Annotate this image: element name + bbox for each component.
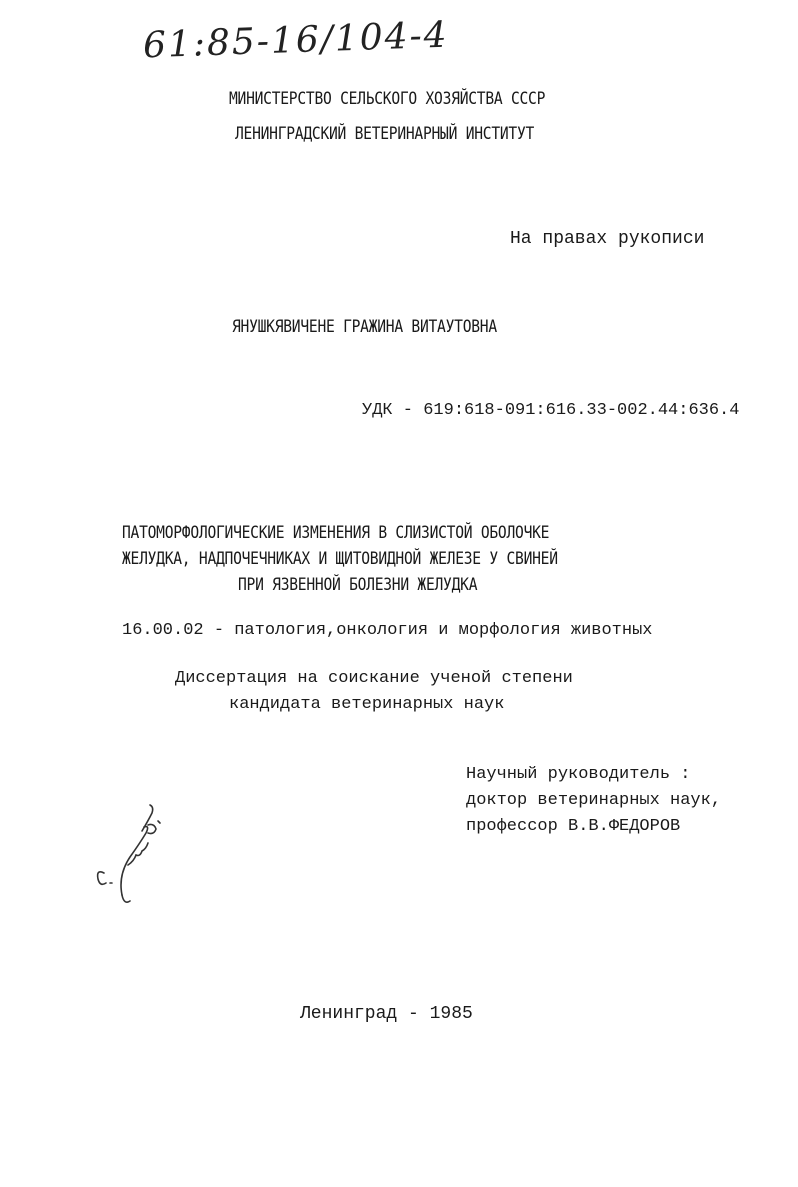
ministry-heading: МИНИСТЕРСТВО СЕЛЬСКОГО ХОЗЯЙСТВА СССР [229, 89, 546, 109]
institute-heading: ЛЕНИНГРАДСКИЙ ВЕТЕРИНАРНЫЙ ИНСТИТУТ [235, 124, 535, 144]
dissertation-line-1: Диссертация на соискание ученой степени [175, 669, 573, 688]
supervisor-line-1: Научный руководитель : [466, 765, 691, 784]
supervisor-line-2: доктор ветеринарных наук, [466, 791, 722, 810]
udc-code: УДК - 619:618-091:616.33-002.44:636.4 [362, 401, 740, 420]
supervisor-line-3: профессор В.В.ФЕДОРОВ [466, 817, 681, 836]
author-name: ЯНУШКЯВИЧЕНЕ ГРАЖИНА ВИТАУТОВНА [232, 317, 497, 337]
title-line-1: ПАТОМОРФОЛОГИЧЕСКИЕ ИЗМЕНЕНИЯ В СЛИЗИСТОЙ ОБОЛОЧКЕ [122, 523, 550, 543]
title-line-2: ЖЕЛУДКА, НАДПОЧЕЧНИКАХ И ЩИТОВИДНОЙ ЖЕЛЕЗЕ У СВИНЕЙ [122, 549, 558, 569]
dissertation-line-2: кандидата ветеринарных наук [229, 695, 505, 714]
handwritten-signature [82, 795, 192, 915]
manuscript-rights: На правах рукописи [510, 229, 705, 249]
city-year: Ленинград - 1985 [300, 1004, 473, 1024]
title-line-3: ПРИ ЯЗВЕННОЙ БОЛЕЗНИ ЖЕЛУДКА [238, 575, 478, 595]
specialty-code: 16.00.02 - патология,онкология и морфология животных [122, 621, 653, 640]
archive-number: 61:85-16/104-4 [142, 14, 450, 67]
